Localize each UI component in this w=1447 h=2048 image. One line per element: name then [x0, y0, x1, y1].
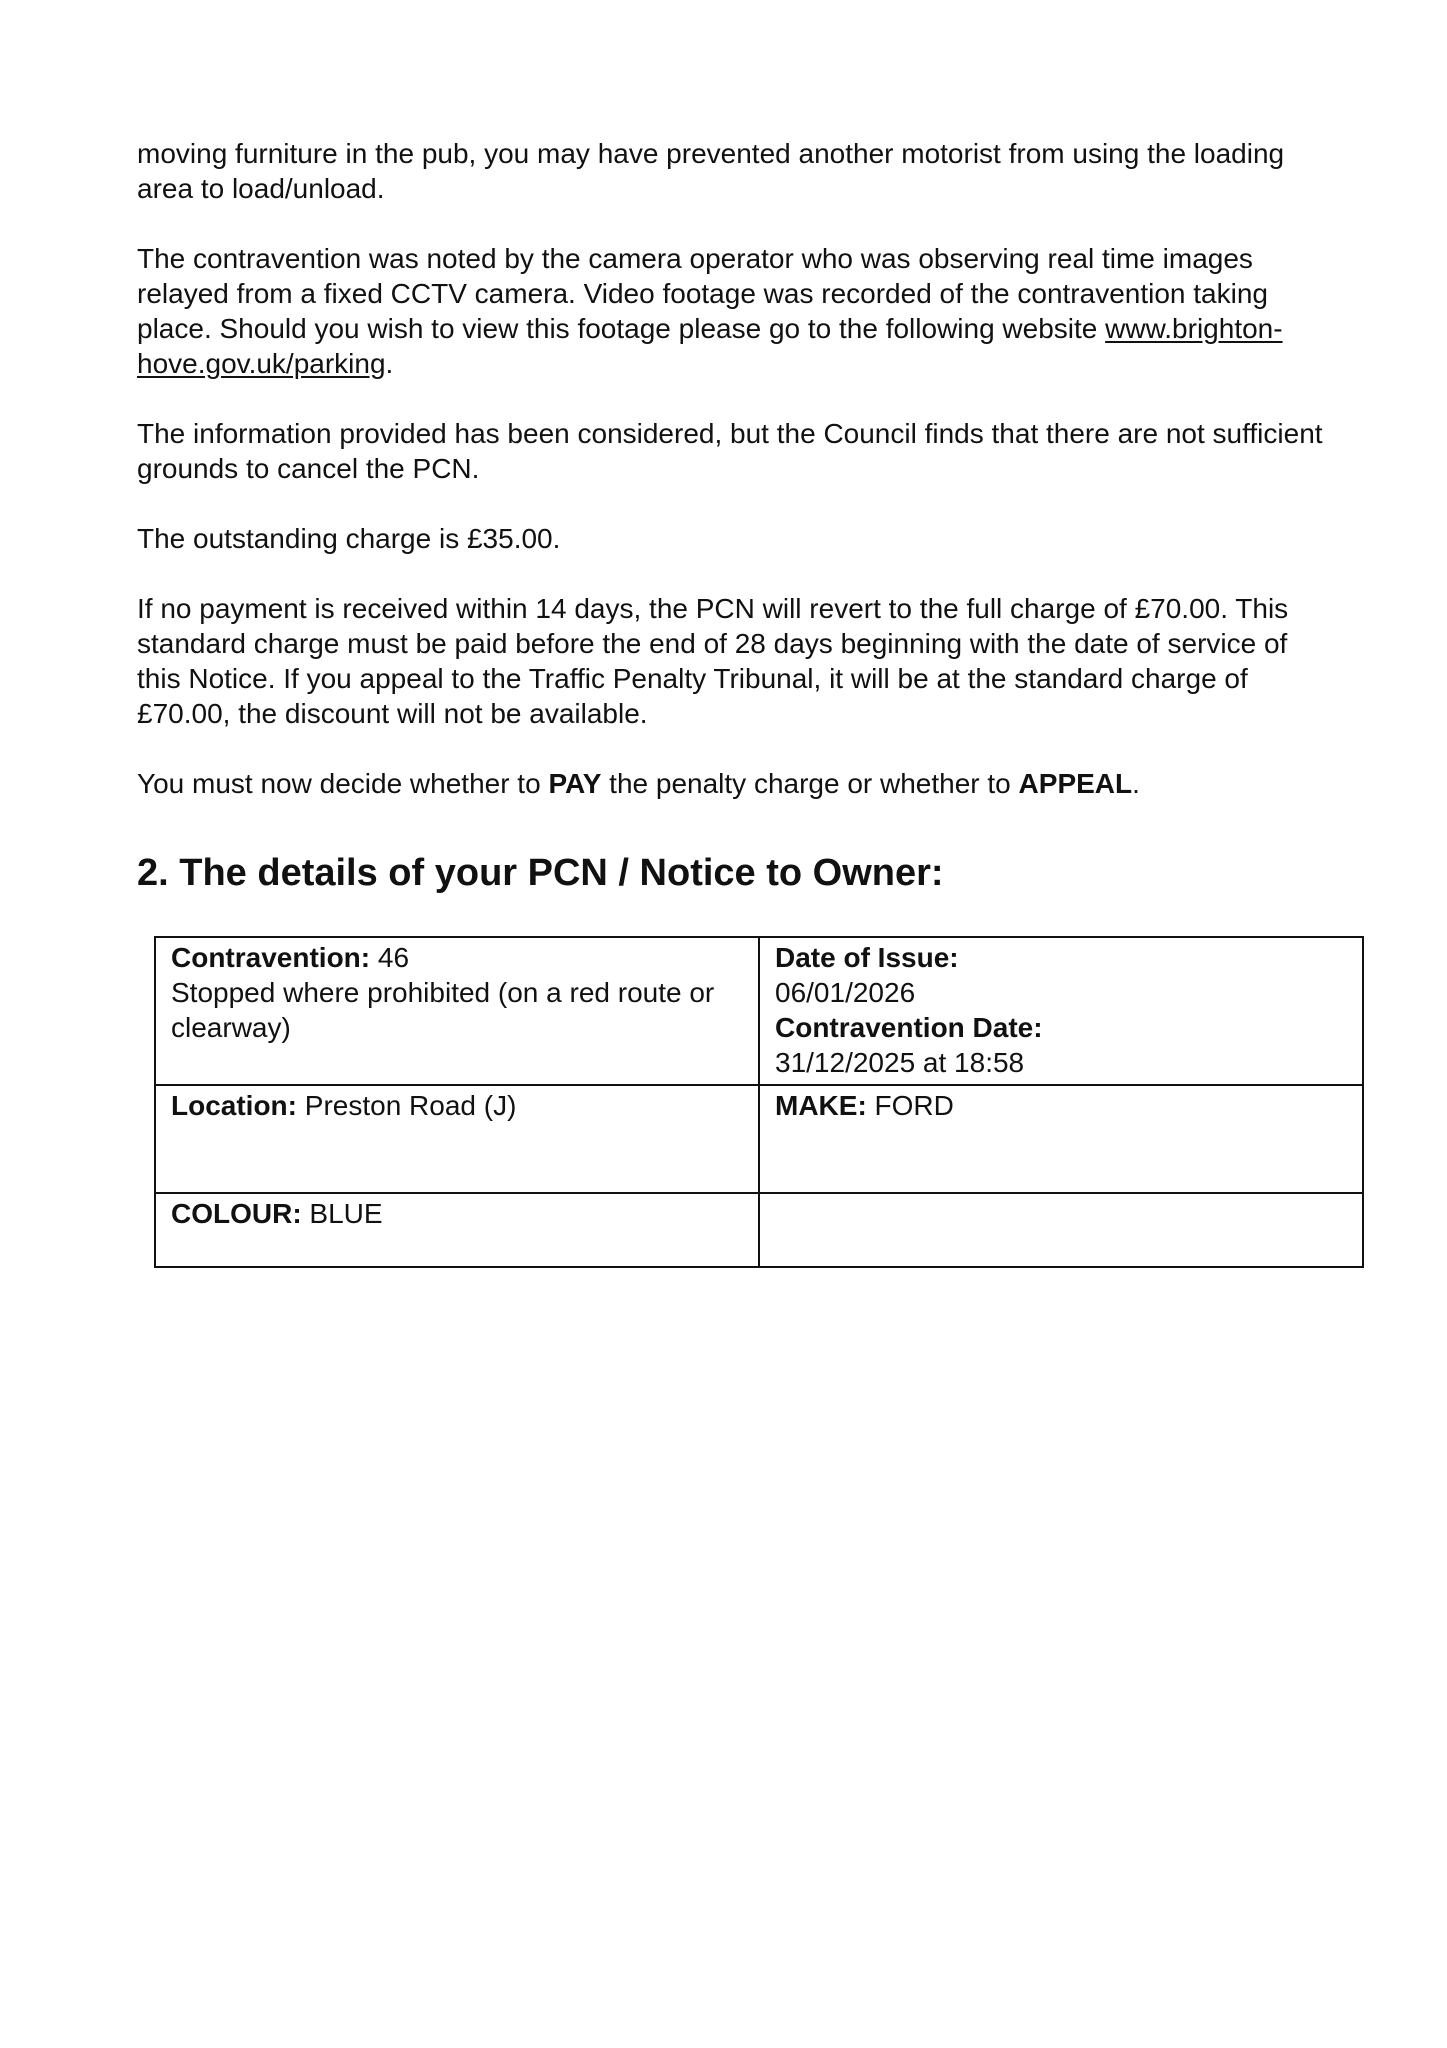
pcn-details-table: [154, 936, 1364, 1268]
paragraph-outstanding-charge: The outstanding charge is £35.00.: [137, 523, 561, 554]
pay-keyword: PAY: [548, 768, 602, 799]
cctv-text-end: .: [385, 348, 394, 379]
contravention-date-value: 31/12/2025 at 18:58: [775, 1047, 1025, 1078]
make-value: FORD: [866, 1090, 954, 1121]
contravention-cell: [155, 937, 759, 1085]
contravention-code: 46: [370, 942, 410, 973]
colour-value: BLUE: [301, 1198, 383, 1229]
pay-appeal-text-b: the penalty charge or whether to: [601, 768, 1019, 799]
location-label: Location:: [171, 1090, 297, 1121]
contravention-label: Contravention:: [171, 942, 371, 973]
empty-cell: [759, 1193, 1363, 1267]
location-cell: [155, 1085, 759, 1193]
date-of-issue-value: 06/01/2026: [775, 977, 916, 1008]
make-cell: [759, 1085, 1363, 1193]
paragraph-payment-terms: If no payment is received within 14 days, the PCN will revert to the full charge of £70.00. This standard charge must be paid before the end of 28 days beginning with the date of service of this Notice. If you appeal to the Traffic Penalty Tribunal, it will be at the standard charge of £70.00, the discount will not be available.: [137, 593, 1289, 729]
section-heading-pcn-details: 2. The details of your PCN / Notice to Owner:: [137, 852, 944, 894]
document-page: [137, 136, 1337, 1229]
paragraph-cctv: [137, 241, 1337, 381]
contravention-description: Stopped where prohibited (on a red route or clearway): [171, 977, 715, 1043]
colour-label: COLOUR:: [171, 1198, 302, 1229]
table-row: [155, 1085, 1363, 1193]
pay-appeal-text-c: .: [1132, 768, 1140, 799]
make-label: MAKE:: [775, 1090, 867, 1121]
paragraph-loading-area: moving furniture in the pub, you may have prevented another motorist from using the loading area to load/unload.: [137, 138, 1285, 204]
cctv-text: The contravention was noted by the camera operator who was observing real time images relayed from a fixed CCTV camera. Video footage was recorded of the contravention taking place. Should you wish to view this footage please go to the following website: [137, 243, 1268, 344]
parking-website-link[interactable]: www.brighton-hove.gov.uk/parking: [137, 313, 1283, 379]
appeal-keyword: APPEAL: [1018, 768, 1133, 799]
pay-appeal-text-a: You must now decide whether to: [137, 768, 549, 799]
table-row: [155, 937, 1363, 1085]
location-value: Preston Road (J): [297, 1090, 517, 1121]
dates-cell: [759, 937, 1363, 1085]
paragraph-pay-or-appeal: [137, 766, 1337, 801]
table-row: [155, 1193, 1363, 1267]
date-of-issue-label: Date of Issue:: [775, 942, 959, 973]
paragraph-decision: The information provided has been considered, but the Council finds that there are not sufficient grounds to cancel the PCN.: [137, 418, 1323, 484]
colour-cell: [155, 1193, 759, 1267]
contravention-date-label: Contravention Date:: [775, 1012, 1043, 1043]
